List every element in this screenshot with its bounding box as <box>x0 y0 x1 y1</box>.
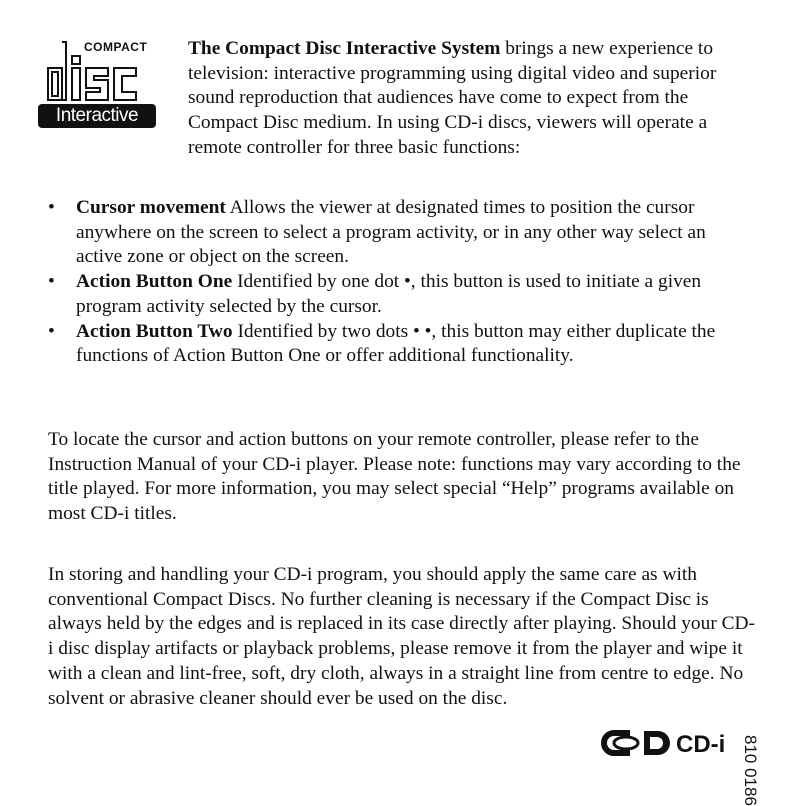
bullet-icon: • <box>48 271 55 293</box>
logo-interactive-badge: Interactive <box>38 104 156 128</box>
list-item-title: Action Button One <box>76 271 233 293</box>
locate-paragraph: To locate the cursor and action buttons on your remote controller, please refer to the Instruction Manual of your CD-i player. Please note: functions may vary according to the title played. For more information, you may select special “Help” programs available on most CD-i titles. <box>48 429 741 525</box>
list-item-text: Allows the viewer at designated times to position the cursor anywhere on the screen to select a program activity, or in any other way select an active zone or object on the screen. <box>76 197 706 268</box>
cdi-logo-icon <box>600 727 740 759</box>
disc-wordmark-icon <box>44 38 156 102</box>
catalog-number: 810 0186 <box>741 735 760 806</box>
list-item-action-button-two <box>48 320 748 369</box>
storing-paragraph: In storing and handling your CD-i program, you should apply the same care as with conventional Compact Discs. No further cleaning is necessary if the Compact Disc is always held by the edges and is replaced in its case directly after playing. Should your CD-i disc display artifacts or playback problems, please remove it from the player and wipe it with a clean and lint-free, soft, dry cloth, always in a straight line from centre to edge. No solvent or abrasive cleaner should ever be used on the disc. <box>48 564 756 709</box>
list-item-text: Identified by two dots • •, this button may either duplicate the functions of Action Button One or offer additional functionality. <box>76 320 716 367</box>
list-item-title: Action Button Two <box>76 320 233 342</box>
cdi-logo-text: CD-i <box>676 731 726 758</box>
bullet-icon: • <box>48 197 55 218</box>
bullet-icon: • <box>48 320 55 342</box>
list-item-cursor-movement <box>48 196 748 270</box>
list-item-title: Cursor movement <box>76 197 226 218</box>
function-list <box>48 196 748 369</box>
compact-disc-interactive-logo <box>38 38 160 130</box>
list-item-text: Identified by one dot •, this button is used to initiate a given program activity selected by the cursor. <box>76 271 702 317</box>
logo-compact-text: COMPACT <box>84 40 148 54</box>
intro-paragraph <box>188 37 748 161</box>
intro-text: brings a new experience to television: interactive programming using digital video and superior sound reproduction that audiences have come to expect from the Compact Disc medium. In using CD-i discs, viewers will operate a remote controller for three basic functions: <box>188 38 717 158</box>
intro-bold-heading: The Compact Disc Interactive System <box>188 38 501 59</box>
list-item-action-button-one <box>48 270 748 319</box>
